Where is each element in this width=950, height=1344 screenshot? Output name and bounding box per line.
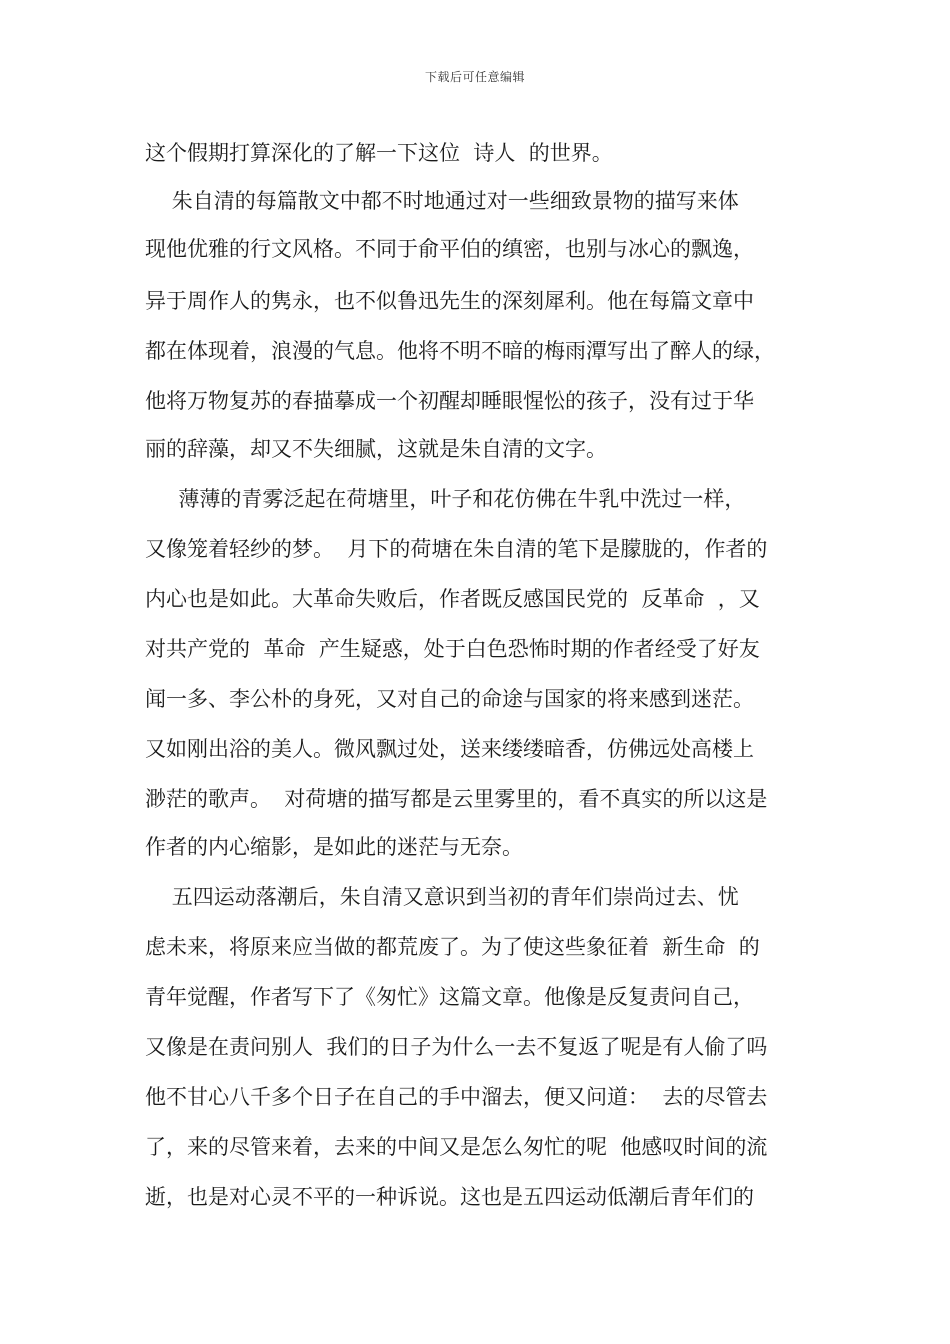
- text-line: 丽的辞藻，却又不失细腻，这就是朱自清的文字。: [145, 437, 607, 461]
- text-line: 又像是在责问别人 我们的日子为什么一去不复返了呢是有人偷了吗: [145, 1035, 768, 1059]
- text-line: 他不甘心八千多个日子在自己的手中溜去，便又问道： 去的尽管去: [145, 1085, 768, 1109]
- text-line: 逝，也是对心灵不平的一种诉说。这也是五四运动低潮后青年们的: [145, 1185, 754, 1209]
- text-line: 异于周作人的隽永，也不似鲁迅先生的深刻犀利。他在每篇文章中: [145, 289, 754, 313]
- text-line: 朱自清的每篇散文中都不时地通过对一些细致景物的描写来体: [145, 189, 739, 213]
- text-line: 五四运动落潮后，朱自清又意识到当初的青年们崇尚过去、忧: [145, 885, 739, 909]
- text-line: 青年觉醒，作者写下了《匆忙》这篇文章。他像是反复责问自己，: [145, 985, 754, 1009]
- text-line: 都在体现着，浪漫的气息。他将不明不暗的梅雨潭写出了醉人的绿，: [145, 339, 775, 363]
- text-line: 又如刚出浴的美人。微风飘过处，送来缕缕暗香，仿佛远处高楼上: [145, 737, 754, 761]
- text-line: 现他优雅的行文风格。不同于俞平伯的缜密，也别与冰心的飘逸，: [145, 237, 754, 261]
- text-line: 作者的内心缩影，是如此的迷茫与无奈。: [145, 835, 523, 859]
- text-line: 内心也是如此。大革命失败后，作者既反感国民党的 反革命 ，又: [145, 587, 760, 611]
- page-header: 下载后可任意编辑: [424, 70, 525, 84]
- text-line: 又像笼着轻纱的梦。 月下的荷塘在朱自清的笔下是朦胧的，作者的: [145, 537, 768, 561]
- text-line: 虑未来，将原来应当做的都荒废了。为了使这些象征着 新生命 的: [145, 935, 760, 959]
- text-line: 闻一多、李公朴的身死，又对自己的命途与国家的将来感到迷茫。: [145, 687, 754, 711]
- text-line: 薄薄的青雾泛起在荷塘里，叶子和花仿佛在牛乳中洗过一样，: [145, 487, 746, 511]
- text-line: 对共产党的 革命 产生疑惑，处于白色恐怖时期的作者经受了好友: [145, 637, 760, 661]
- text-line: 渺茫的歌声。 对荷塘的描写都是云里雾里的，看不真实的所以这是: [145, 787, 768, 811]
- text-line: 这个假期打算深化的了解一下这位 诗人 的世界。: [145, 141, 613, 165]
- text-line: 了，来的尽管来着，去来的中间又是怎么匆忙的呢 他感叹时间的流: [145, 1135, 768, 1159]
- text-line: 他将万物复苏的春描摹成一个初醒却睡眼惺忪的孩子，没有过于华: [145, 389, 754, 413]
